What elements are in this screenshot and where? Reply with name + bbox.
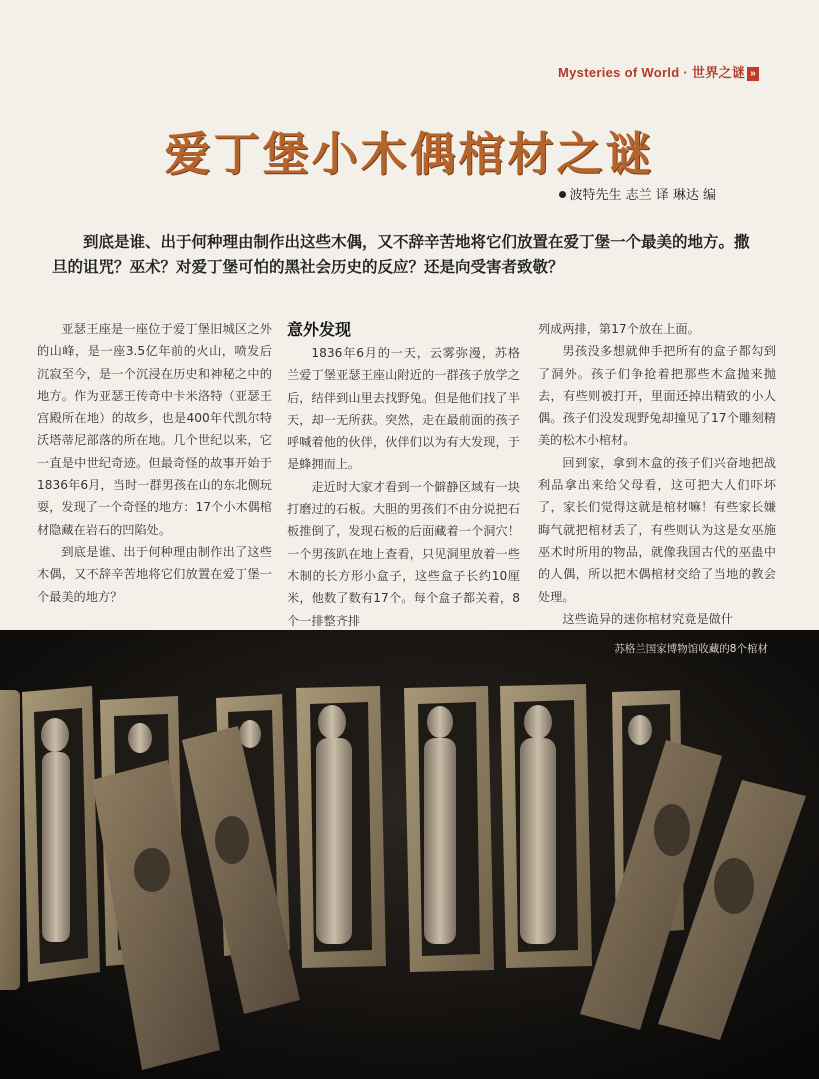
coffin <box>404 686 494 972</box>
section-subhead: 意外发现 <box>287 320 352 339</box>
coffins-illustration <box>0 630 819 1079</box>
section-tag-separator: · <box>679 65 692 80</box>
double-chevron-right-icon: » <box>747 67 759 81</box>
section-tag-english: Mysteries of World <box>558 65 680 80</box>
byline-text: 波特先生 志兰 译 琳达 编 <box>569 188 716 203</box>
coffins-photo <box>0 630 819 1079</box>
paragraph: 列成两排，第17个放在上面。 <box>538 322 700 336</box>
paragraph: 到底是谁、出于何种理由制作出了这些木偶，又不辞辛苦地将它们放置在爱丁堡一个最美的地方？ <box>37 544 272 604</box>
paragraph: 走近时大家才看到一个僻静区域有一块打磨过的石板。大胆的男孩们不由分说把石板推倒了，发现石板的后面藏着一个洞穴！一个男孩趴在地上查看，只见洞里放着一些木制的长方形小盒子，这些盒子长约10厘米，他数了数有17个。每个盒子都关着，8个一排整齐排 <box>287 479 520 628</box>
paragraph: 男孩没多想就伸手把所有的盒子都勾到了洞外。孩子们争抢着把那些木盒抛来抛去，有些则被打开，里面还掉出精致的小人偶。孩子们没发现野兔却撞见了17个雕刻精美的松木小棺材。 <box>538 344 776 448</box>
lead-paragraph: 到底是谁、出于何种理由制作出这些木偶，又不辞辛苦地将它们放置在爱丁堡一个最美的地方。撒旦的诅咒？巫术？对爱丁堡可怕的黑社会历史的反应？还是向受害者致敬？ <box>52 233 750 276</box>
coffin <box>296 686 386 968</box>
coffin <box>500 684 592 968</box>
paragraph: 1836年6月的一天，云雾弥漫，苏格兰爱丁堡亚瑟王座山附近的一群孩子放学之后，结伴到山里去找野兔。但是他们找了半天，却一无所获。突然，走在最前面的孩子呼喊着他的伙伴，伙伴们以为有大发现，于是蜂拥而上。 <box>287 346 520 472</box>
text-column-2 <box>287 318 520 632</box>
section-tag <box>558 62 759 81</box>
paragraph: 回到家，拿到木盒的孩子们兴奋地把战利品拿出来给父母看，这可把大人们吓坏了，家长们觉得这就是棺材嘛！有些家长嫌晦气就把棺材丢了，有些则认为这是女巫施巫术时所用的物品，就像我国古代的巫蛊中的人偶，所以把木偶棺材交给了当地的教会处理。 <box>538 455 776 604</box>
text-column-3 <box>538 318 776 630</box>
paragraph: 亚瑟王座是一座位于爱丁堡旧城区之外的山峰，是一座3.5亿年前的火山，喷发后沉寂至今，是一个沉浸在历史和神秘之中的地方。作为亚瑟王传奇中卡米洛特（亚瑟王宫殿所在地）的故乡，也是400年代凯尔特沃塔蒂尼部落的所在地。几个世纪以来，它一直是中世纪奇迹。但最奇怪的故事开始于1836年6月，当时一群男孩在山的东北侧玩耍，发现了一个奇怪的地方：17个小木偶棺材隐藏在岩石的凹陷处。 <box>37 322 272 537</box>
text-column-1 <box>37 318 272 608</box>
photo-caption: 苏格兰国家博物馆收藏的8个棺材 <box>614 643 768 655</box>
article-title: 爱丁堡小木偶棺材之谜 <box>164 127 655 181</box>
section-tag-chinese: 世界之谜 <box>691 65 746 80</box>
coffin <box>22 686 100 982</box>
paragraph: 这些诡异的迷你棺材究竟是做什 <box>562 611 734 626</box>
bullet-icon <box>559 191 566 198</box>
coffin <box>0 690 20 990</box>
article-byline <box>559 184 716 203</box>
